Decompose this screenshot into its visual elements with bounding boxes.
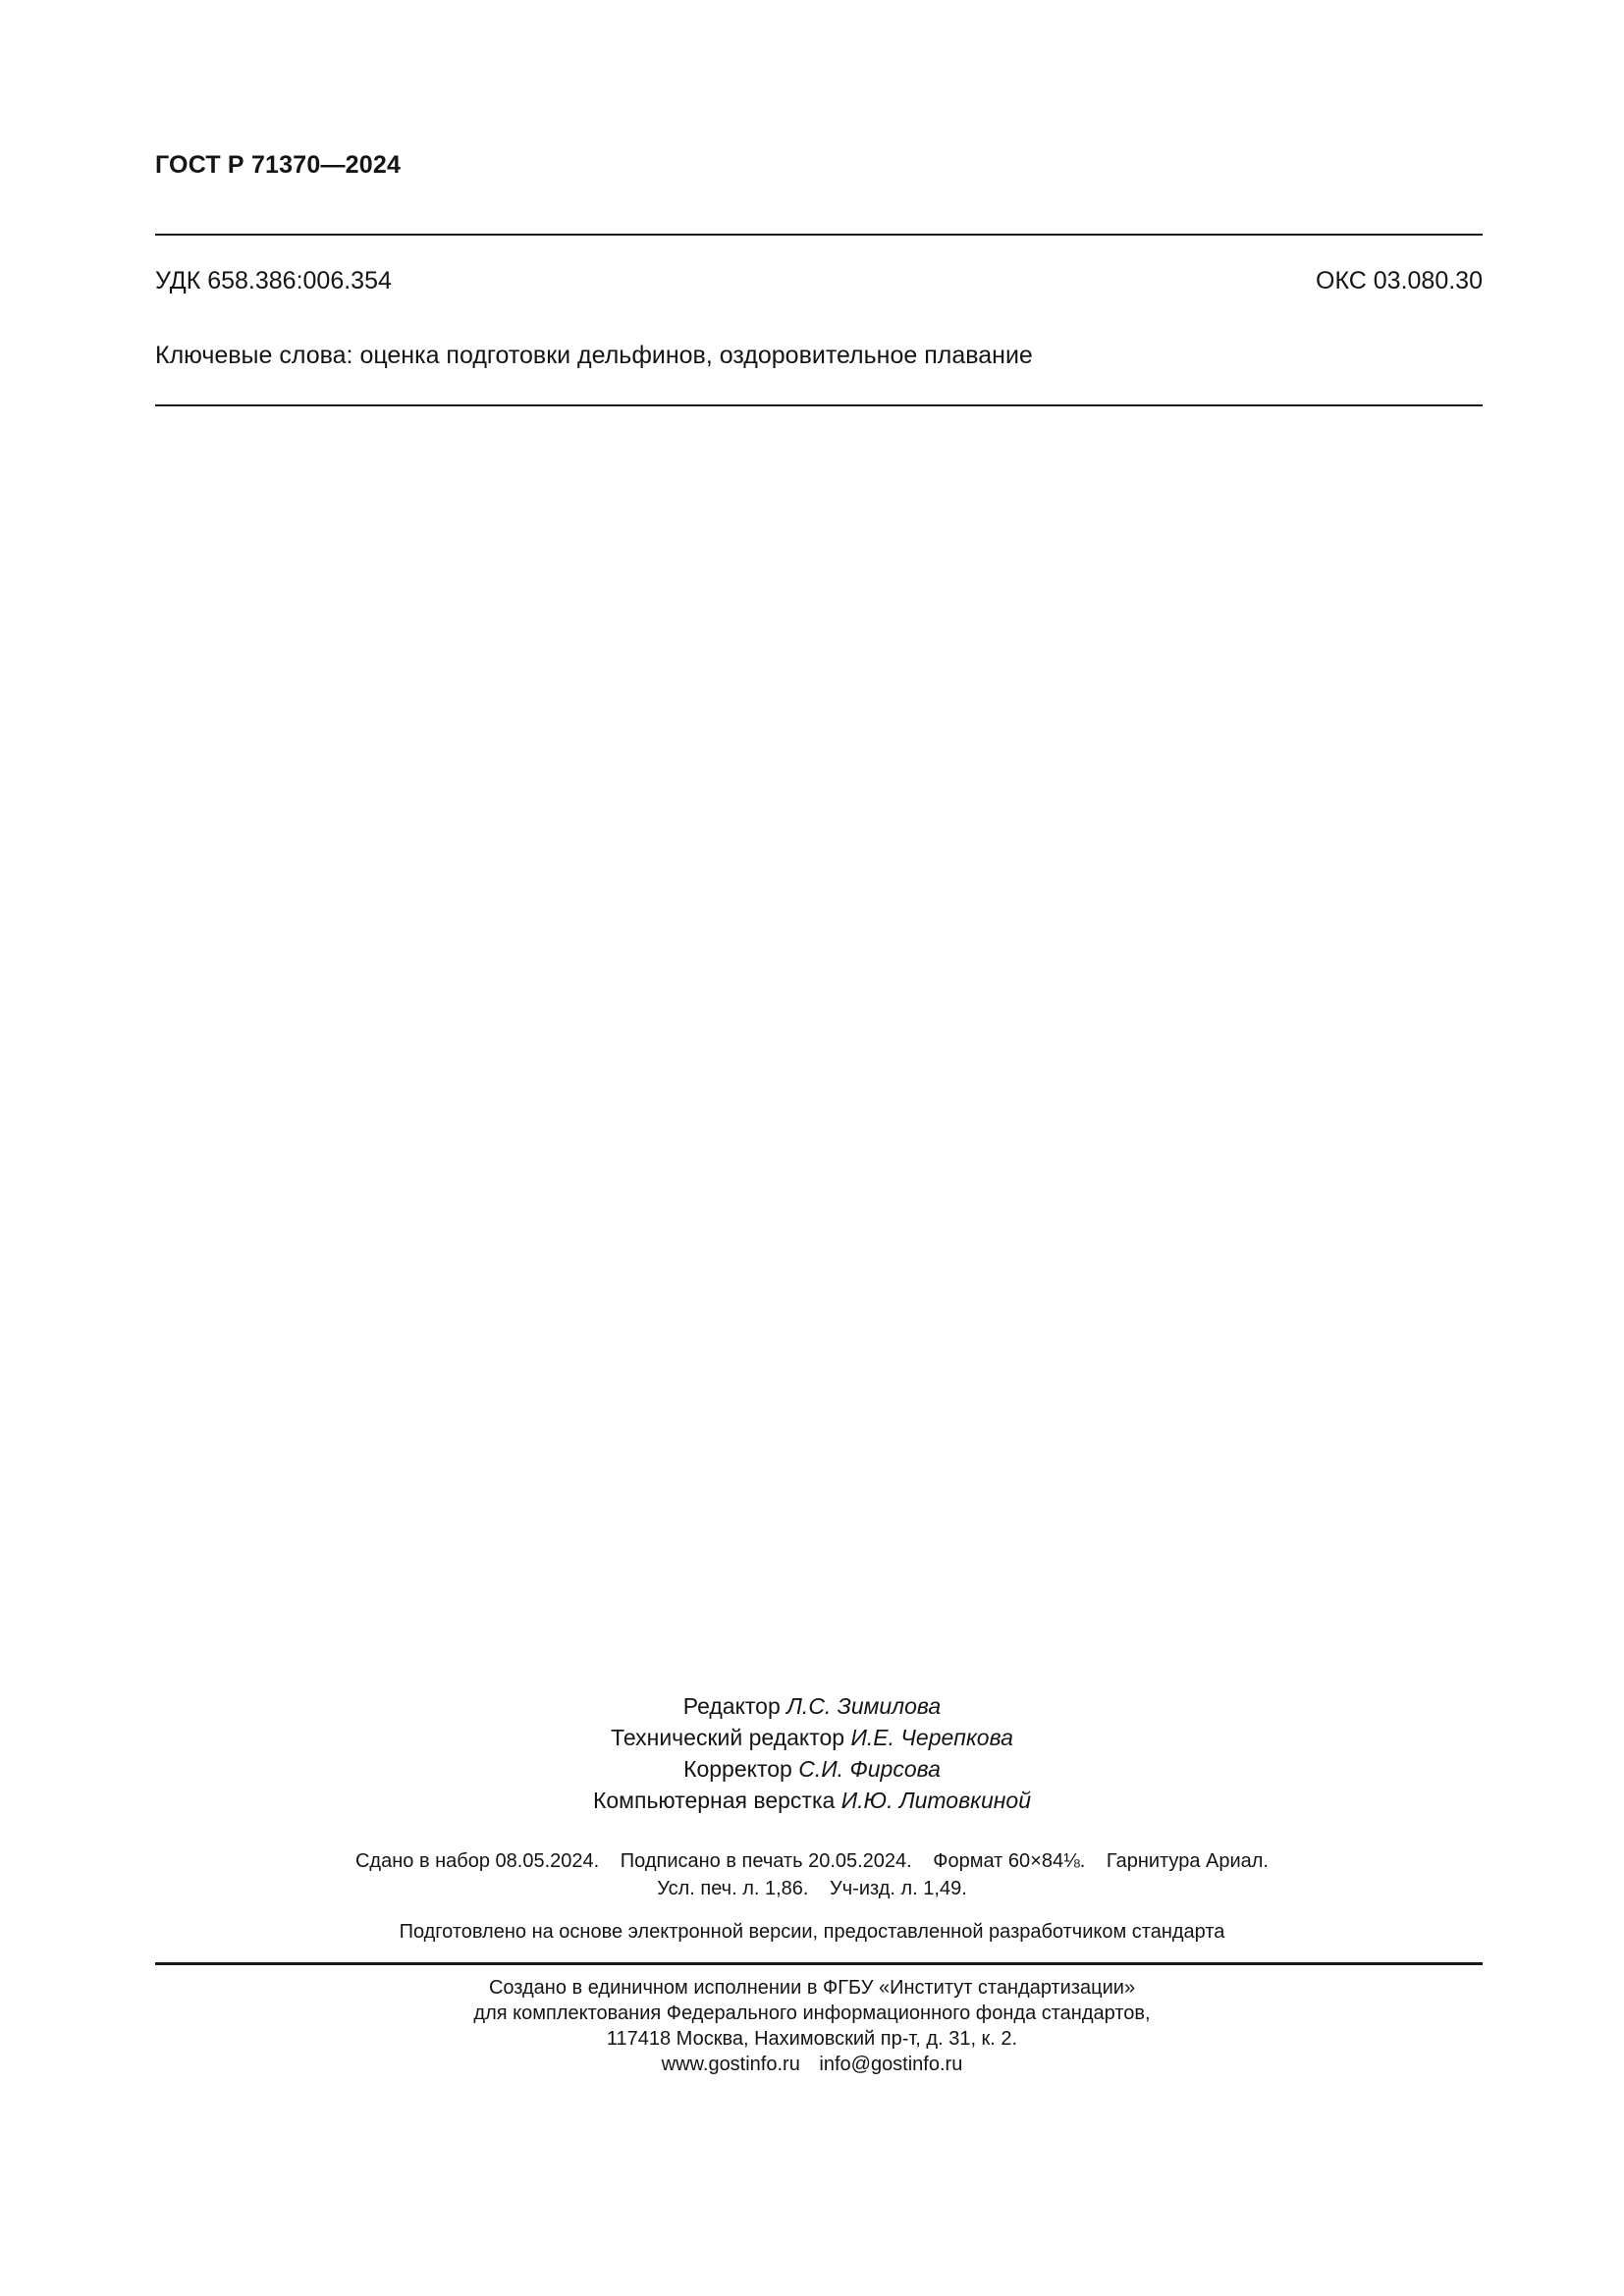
credit-person: С.И. Фирсова [798, 1756, 941, 1782]
publisher-block [0, 1975, 1624, 2077]
credit-person: И.Ю. Литовкиной [840, 1788, 1031, 1813]
credit-corrector [0, 1753, 1624, 1785]
credit-role: Редактор [682, 1693, 781, 1719]
credit-tech-editor [0, 1722, 1624, 1753]
print-info-block [0, 1847, 1624, 1902]
email-link[interactable]: info@gostinfo.ru [819, 2054, 963, 2075]
credit-role: Технический редактор [611, 1725, 845, 1750]
credits-block [0, 1690, 1624, 1816]
credit-role: Корректор [683, 1756, 792, 1782]
document-code: ГОСТ Р 71370—2024 [155, 151, 402, 179]
print-info-line-1 [0, 1847, 1624, 1875]
publisher-divider [155, 1962, 1483, 1965]
oks-code: ОКС 03.080.30 [1316, 267, 1483, 294]
website-link[interactable]: www.gostinfo.ru [661, 2054, 800, 2075]
typeface: Гарнитура Ариал. [1106, 1850, 1269, 1872]
publisher-address: 117418 Москва, Нахимовский пр-т, д. 31, к. 2. [606, 2028, 1018, 2050]
prepared-note: Подготовлено на основе электронной версии, предоставленной разработчиком стандарта [399, 1921, 1225, 1943]
credit-layout [0, 1785, 1624, 1816]
keywords-divider [155, 404, 1483, 406]
signed-date: Подписано в печать 20.05.2024. [620, 1850, 912, 1872]
udk-code: УДК 658.386:006.354 [155, 267, 392, 294]
print-info-line-2 [0, 1875, 1624, 1902]
top-divider [155, 234, 1483, 236]
credit-person: И.Е. Черепкова [850, 1725, 1013, 1750]
credit-editor [0, 1690, 1624, 1722]
edit-sheets: Уч-изд. л. 1,49. [830, 1878, 967, 1899]
credit-role: Компьютерная верстка [592, 1788, 836, 1813]
publisher-contacts [0, 2052, 1624, 2077]
print-sheets: Усл. печ. л. 1,86. [657, 1878, 809, 1899]
publisher-line-2: для комплектования Федерального информационного фонда стандартов, [473, 2002, 1151, 2024]
paper-format: Формат 60×84⅛. [933, 1850, 1086, 1872]
publisher-line-1: Создано в единичном исполнении в ФГБУ «Институт стандартизации» [488, 1977, 1136, 1999]
credit-person: Л.С. Зимилова [786, 1693, 942, 1719]
keywords-line: Ключевые слова: оценка подготовки дельфинов, оздоровительное плавание [155, 342, 1033, 369]
submitted-date: Сдано в набор 08.05.2024. [354, 1850, 600, 1872]
